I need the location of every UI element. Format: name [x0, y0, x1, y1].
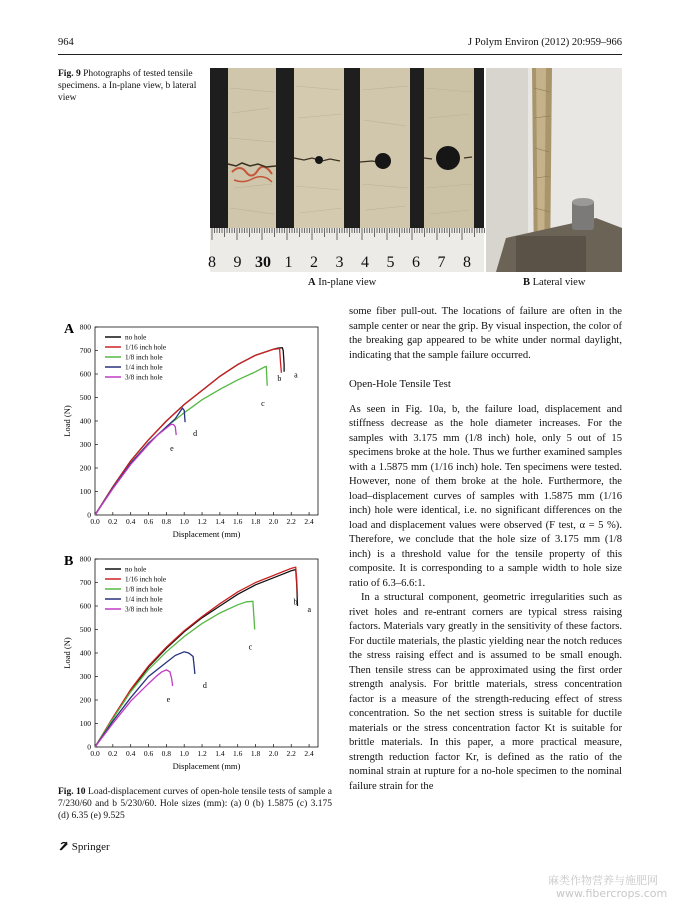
y-tick-label: 800 — [79, 554, 91, 564]
panel-letter: A — [64, 322, 75, 337]
y-tick-label: 800 — [79, 322, 91, 332]
legend-label: 3/8 inch hole — [125, 373, 163, 382]
y-tick-label: 200 — [79, 695, 91, 705]
paragraph-open-hole: As seen in Fig. 10a, b, the failure load, displacement and stiffness decrease as the hole diameter increases. For the samples with 3.175 mm (1/8 inch) hole, only 5 out of 15 specimens broke at the hole. Thus we further examined samples with a 1.5875 mm (1/16 inch) hole. Ten specimens were tested. However, none of them broke at the hole. Furthermore, the load–displacement curves of samples with 1.5875 mm (1/16 inch) hole were identical, i.e. no significant differences on the load and displacement values were observed (F test, α = 5 %). Therefore, we conclude that the hole size of 3.175 mm (1/8 inch) is a threshold value for the tensile property of this composite. It is corresponding to a sample width to hole size ratio of 6.3–6.6:1. — [349, 403, 622, 589]
photo-b-letter: B — [523, 277, 531, 288]
x-tick-label: 0.4 — [125, 517, 136, 526]
ruler-number: 5 — [386, 254, 395, 271]
series-line — [95, 425, 176, 516]
y-tick-label: 700 — [79, 578, 91, 587]
y-tick-label: 400 — [79, 648, 91, 658]
fig9-caption — [58, 68, 198, 104]
x-tick-label: 2.2 — [286, 517, 296, 526]
photo-lateral-drawing — [486, 68, 622, 272]
paragraph-stress: In a structural component, geometric irregularities such as rivet holes and re-entrant corners are typical stress raising factors. Materials vary greatly in the sensitivity of these factors. For ductile materials, the plastic yielding near the notch reduces the stress raising effect and is assumed to be small enough. Then tensile stress can be approximated using the first order strength analysis. For brittle materials, stress concentration factor is a measure of the strength-reducing effect of stress concentration. So the net section stress is suitable for ductile materials or the stress concentration factor Kt is suitable for brittle materials. In this paper, a more practical measure, strength reduction factor Kr, is defined as the ratio of the nominal strain at rupture for a no-hole specimen to the nominal failure strain for the — [349, 592, 622, 792]
curve-tag: a — [307, 605, 312, 614]
legend-label: 1/16 inch hole — [125, 343, 167, 352]
ruler-number: 2 — [310, 254, 318, 271]
photo-a-label-text: In-plane view — [318, 277, 377, 288]
curve-tag: b — [277, 373, 282, 383]
x-tick-label: 0.8 — [161, 517, 172, 526]
ruler-number: 7 — [437, 254, 446, 271]
photo-in-plane-drawing — [210, 68, 484, 272]
x-tick-label: 2.4 — [304, 749, 314, 758]
x-tick-label: 1.2 — [197, 517, 207, 526]
y-tick-label: 500 — [79, 393, 91, 402]
photo-b-label — [523, 277, 585, 288]
x-tick-label: 1.4 — [215, 517, 225, 526]
x-tick-label: 2.2 — [286, 749, 296, 758]
section-heading: Open-Hole Tensile Test — [349, 378, 451, 390]
legend-label: 3/8 inch hole — [125, 605, 163, 614]
x-tick-label: 0.0 — [90, 517, 100, 526]
legend-label: 1/16 inch hole — [125, 575, 167, 584]
watermark-url: www.fibercrops.com — [556, 887, 668, 900]
y-tick-label: 600 — [79, 369, 91, 379]
fig10-caption — [58, 786, 332, 822]
photo-in-plane — [210, 68, 484, 272]
series-line — [95, 349, 281, 515]
series-line — [95, 601, 255, 747]
series-line — [95, 367, 267, 516]
series-line — [95, 348, 284, 515]
y-axis-label: Load (N) — [62, 637, 72, 669]
y-tick-label: 600 — [79, 601, 91, 611]
y-tick-label: 200 — [79, 463, 91, 473]
x-tick-label: 0.0 — [90, 749, 100, 758]
page-number: 964 — [58, 37, 74, 48]
photo-a-label — [308, 277, 376, 288]
y-axis-label: Load (N) — [62, 405, 72, 437]
ruler-number: 8 — [463, 254, 471, 271]
x-tick-label: 1.2 — [197, 749, 207, 758]
curve-tag: b — [293, 597, 298, 607]
photo-b-label-text: Lateral view — [532, 277, 586, 288]
x-tick-label: 1.6 — [233, 517, 243, 526]
chart-b-svg — [58, 550, 338, 780]
paragraph-continued: some fiber pull-out. The locations of failure are often in the sample center or near the grip. By visual inspection, the color of the breaking gap appeared to be white under normal daylight, indicating that the sample failure occurred. — [349, 306, 622, 361]
series-line — [95, 567, 298, 747]
ruler-number: 30 — [255, 254, 271, 271]
x-tick-label: 0.8 — [161, 749, 172, 758]
ruler-number: 4 — [361, 254, 369, 271]
legend-label: 1/8 inch hole — [125, 353, 163, 362]
x-tick-label: 2.0 — [268, 517, 279, 526]
y-tick-label: 0 — [87, 742, 91, 752]
right-column — [349, 305, 622, 794]
y-tick-label: 0 — [87, 510, 91, 520]
journal-citation: J Polym Environ (2012) 20:959–966 — [468, 37, 622, 48]
legend-label: no hole — [125, 333, 147, 342]
ruler-number: 6 — [412, 254, 420, 271]
x-tick-label: 1.8 — [250, 749, 261, 758]
chart-a-svg — [58, 318, 338, 550]
publisher-footer — [58, 840, 110, 853]
legend-label: no hole — [125, 565, 147, 574]
y-tick-label: 400 — [79, 416, 91, 426]
x-tick-label: 0.6 — [143, 517, 154, 526]
series-line — [95, 652, 195, 747]
legend-label: 1/4 inch hole — [125, 363, 163, 372]
x-tick-label: 2.0 — [268, 749, 279, 758]
curve-tag: d — [202, 681, 207, 691]
x-tick-label: 0.6 — [143, 749, 154, 758]
legend-label: 1/8 inch hole — [125, 585, 163, 594]
x-axis-label: Displacement (mm) — [172, 529, 241, 539]
y-tick-label: 300 — [79, 672, 91, 681]
x-tick-label: 1.8 — [250, 517, 261, 526]
y-tick-label: 700 — [79, 346, 91, 355]
series-line — [95, 670, 173, 747]
x-tick-label: 1.6 — [233, 749, 243, 758]
x-tick-label: 1.0 — [179, 749, 189, 758]
watermark-cn: 麻类作物营养与施肥网 — [548, 874, 658, 887]
curve-tag: a — [294, 370, 298, 380]
curve-tag: e — [170, 444, 174, 454]
x-tick-label: 0.2 — [108, 749, 118, 758]
x-tick-label: 0.2 — [108, 517, 118, 526]
fig10-caption-label: Fig. 10 — [58, 787, 86, 797]
legend-label: 1/4 inch hole — [125, 595, 163, 604]
ruler-number: 9 — [233, 254, 242, 271]
y-tick-label: 100 — [79, 487, 91, 496]
fig9-caption-text: Photographs of tested tensile specimens. a In-plane view, b lateral view — [58, 69, 197, 103]
x-tick-label: 2.4 — [304, 517, 314, 526]
curve-tag: d — [193, 429, 198, 439]
ruler-number: 1 — [284, 254, 293, 271]
fig9-caption-label: Fig. 9 — [58, 69, 81, 79]
ruler-number: 3 — [335, 254, 344, 271]
curve-tag: c — [261, 398, 265, 408]
y-tick-label: 100 — [79, 719, 91, 728]
curve-tag: e — [166, 694, 171, 704]
fig10-caption-text: Load-displacement curves of open-hole tensile tests of sample a 7/230/60 and b 5/230/60. Hole sizes (mm): (a) 0 (b) 1.5875 (c) 3.175 (d) 6.35 (e) 9.525 — [58, 787, 332, 821]
photo-lateral — [486, 68, 622, 272]
y-tick-label: 500 — [79, 625, 91, 634]
x-tick-label: 0.4 — [125, 749, 136, 758]
x-axis-label: Displacement (mm) — [172, 761, 241, 771]
header-rule — [58, 54, 622, 55]
x-tick-label: 1.0 — [179, 517, 189, 526]
photo-a-letter: A — [308, 277, 316, 288]
panel-letter: B — [64, 554, 74, 569]
y-tick-label: 300 — [79, 440, 91, 449]
springer-logo-icon — [58, 840, 69, 852]
publisher-name: Springer — [71, 841, 110, 853]
chart-a — [58, 318, 338, 550]
x-tick-label: 1.4 — [215, 749, 225, 758]
curve-tag: c — [248, 642, 253, 652]
chart-b — [58, 550, 338, 780]
ruler-number: 8 — [208, 254, 216, 271]
